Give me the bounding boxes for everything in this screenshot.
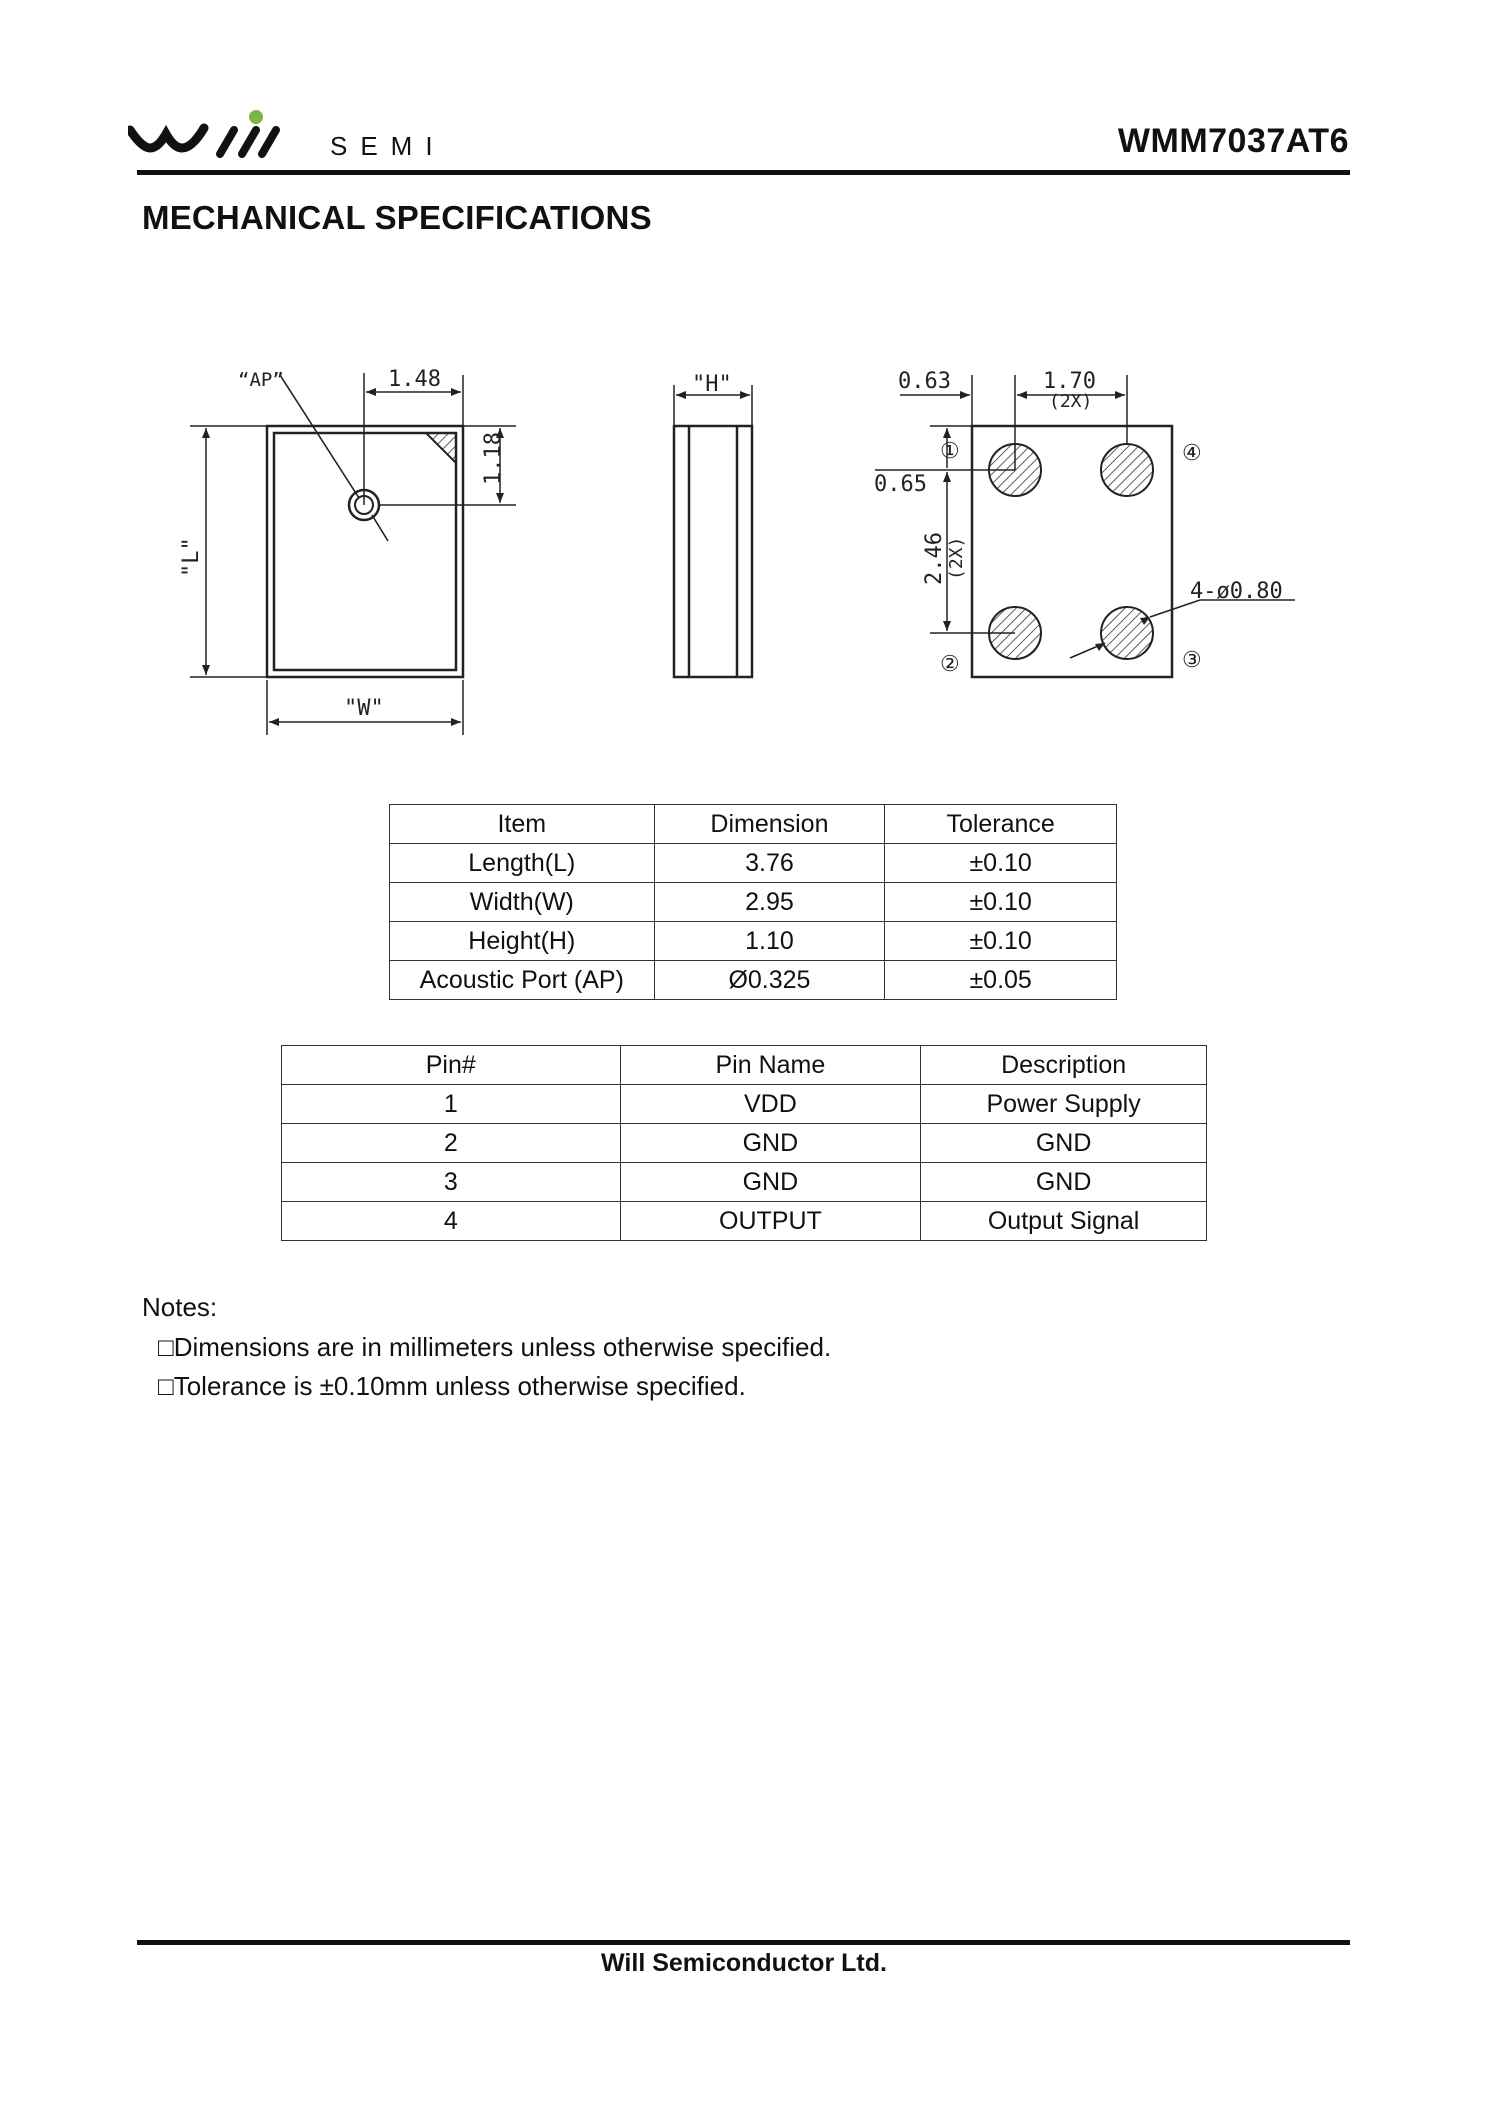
cell-pin-number: 3 <box>282 1163 621 1202</box>
dim-2-46-count: (2X) <box>946 536 967 580</box>
dim-1-18: 1.18 <box>481 432 506 485</box>
table-row <box>390 844 1117 883</box>
footer-rule <box>137 1940 1350 1945</box>
header-item: Item <box>390 805 655 844</box>
dim-0-63: 0.63 <box>898 369 951 394</box>
dim-1-70-count: (2X) <box>1049 391 1093 412</box>
pin-marker-1: ① <box>940 439 960 464</box>
header-dimension: Dimension <box>654 805 885 844</box>
header-description: Description <box>921 1046 1207 1085</box>
logo-text: SEMI <box>330 131 446 161</box>
dimension-table <box>389 804 1117 1000</box>
pin-marker-3: ③ <box>1182 648 1202 673</box>
cell-pin-number: 2 <box>282 1124 621 1163</box>
cell-pin-name: OUTPUT <box>620 1202 921 1241</box>
cell-pin-name: VDD <box>620 1085 921 1124</box>
notes-title: Notes: <box>142 1292 218 1322</box>
cell-item: Length(L) <box>390 844 655 883</box>
pad-3 <box>1101 607 1153 659</box>
cell-description: Power Supply <box>921 1085 1207 1124</box>
cell-pin-name: GND <box>620 1163 921 1202</box>
dim-0-65: 0.65 <box>874 472 927 497</box>
table-row <box>390 961 1117 1000</box>
cell-description: GND <box>921 1163 1207 1202</box>
footer-company: Will Semiconductor Ltd. <box>601 1949 887 1977</box>
cell-tolerance: ±0.05 <box>885 961 1117 1000</box>
cell-pin-number: 4 <box>282 1202 621 1241</box>
top-view-arrowheads <box>202 388 504 726</box>
pin-table <box>281 1045 1207 1241</box>
bottom-view <box>875 375 1295 677</box>
cell-dimension: 1.10 <box>654 922 885 961</box>
cell-item: Acoustic Port (AP) <box>390 961 655 1000</box>
table-row <box>282 1085 1207 1124</box>
cell-tolerance: ±0.10 <box>885 883 1117 922</box>
top-view <box>190 373 516 735</box>
part-number: WMM7037AT6 <box>1117 122 1349 160</box>
cell-dimension: 2.95 <box>654 883 885 922</box>
dim-2-46: 2.46 <box>922 532 947 585</box>
table-row <box>390 922 1117 961</box>
cell-pin-name: GND <box>620 1124 921 1163</box>
pin-marker-4: ④ <box>1182 441 1202 466</box>
mechanical-drawing <box>160 355 1320 745</box>
header-pin-number: Pin# <box>282 1046 621 1085</box>
note-item: □Dimensions are in millimeters unless otherwise specified. <box>158 1332 832 1362</box>
cell-pin-number: 1 <box>282 1085 621 1124</box>
height-label: "H" <box>692 372 732 397</box>
pad-4 <box>1101 444 1153 496</box>
cell-description: GND <box>921 1124 1207 1163</box>
table-row <box>282 1124 1207 1163</box>
header-pin-name: Pin Name <box>620 1046 921 1085</box>
length-label: "L" <box>179 537 204 577</box>
header-rule <box>137 170 1350 175</box>
dim-1-48: 1.48 <box>388 367 441 392</box>
cell-tolerance: ±0.10 <box>885 922 1117 961</box>
will-semi-logo <box>128 108 473 166</box>
cell-item: Width(W) <box>390 883 655 922</box>
note-item: □Tolerance is ±0.10mm unless otherwise specified. <box>158 1371 746 1401</box>
table-row <box>282 1163 1207 1202</box>
table-header-row <box>282 1046 1207 1085</box>
cell-item: Height(H) <box>390 922 655 961</box>
table-header-row <box>390 805 1117 844</box>
pad-diameter-label: 4-ø0.80 <box>1190 579 1283 604</box>
table-row <box>390 883 1117 922</box>
cell-dimension: 3.76 <box>654 844 885 883</box>
cell-description: Output Signal <box>921 1202 1207 1241</box>
ap-label: “AP” <box>238 369 284 391</box>
cell-tolerance: ±0.10 <box>885 844 1117 883</box>
cell-dimension: Ø0.325 <box>654 961 885 1000</box>
table-row <box>282 1202 1207 1241</box>
section-title: MECHANICAL SPECIFICATIONS <box>142 199 652 236</box>
pin-marker-2: ② <box>940 652 960 677</box>
header-tolerance: Tolerance <box>885 805 1117 844</box>
side-view <box>674 385 752 677</box>
width-label: "W" <box>344 696 384 721</box>
dim-1-70: 1.70 <box>1043 369 1096 394</box>
